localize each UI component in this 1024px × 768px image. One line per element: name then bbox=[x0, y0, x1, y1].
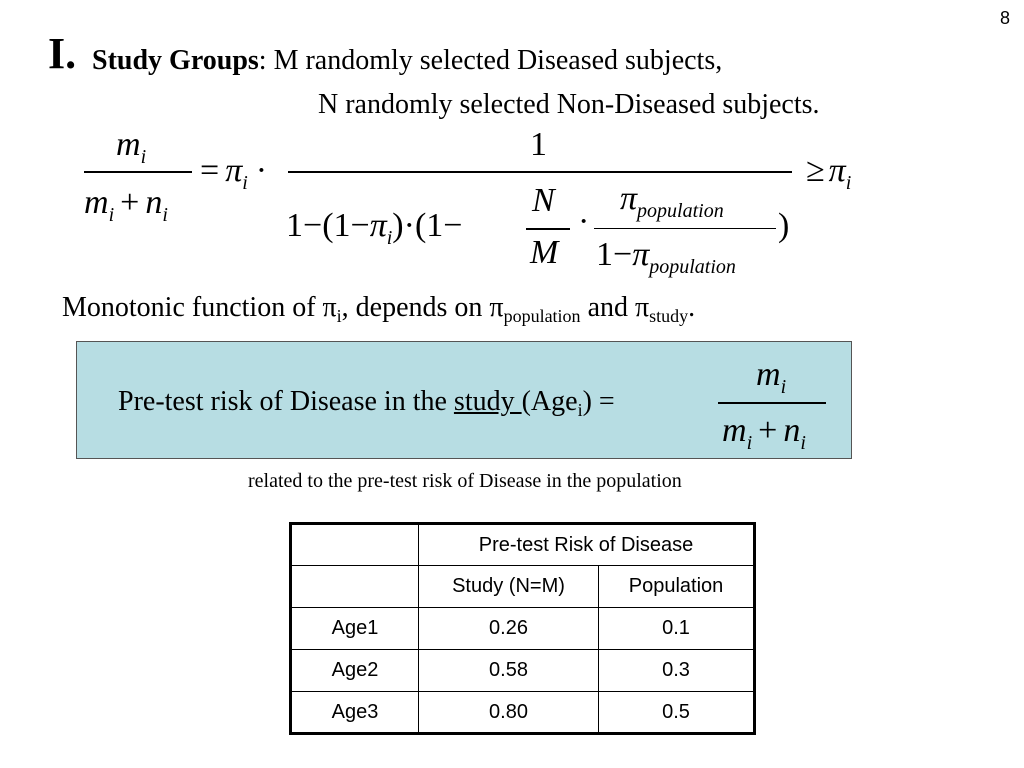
col-population-header: Population bbox=[599, 566, 755, 608]
heading-line-1 bbox=[92, 45, 722, 77]
box-numerator: $m_i$ bbox=[756, 356, 787, 398]
study-value: 0.26 bbox=[419, 608, 599, 650]
geq-pi-i: ≥ $\pi_i$ bbox=[806, 152, 852, 194]
population-fraction-bar bbox=[594, 228, 776, 229]
mid-cdot: · bbox=[578, 203, 590, 240]
study-value: 0.80 bbox=[419, 692, 599, 734]
n-over-m-bar bbox=[526, 228, 570, 230]
big-fraction-bar bbox=[288, 171, 792, 173]
heading-line-2: N randomly selected Non-Diseased subjects. bbox=[318, 89, 820, 120]
study-groups-label: Study Groups bbox=[92, 45, 259, 76]
table-header-row-1 bbox=[291, 524, 755, 566]
table-header-row-2 bbox=[291, 566, 755, 608]
box-denominator: $m_i + n_i$ bbox=[722, 412, 806, 454]
risk-table bbox=[289, 522, 756, 735]
table-row bbox=[291, 650, 755, 692]
table-row bbox=[291, 692, 755, 734]
population-value: 0.3 bbox=[599, 650, 755, 692]
section-numeral: I. bbox=[48, 29, 77, 78]
population-value: 0.5 bbox=[599, 692, 755, 734]
lhs-denominator: $m_i + n_i$ bbox=[84, 184, 168, 226]
study-risk-definition: Pre-test risk of Disease in the study (Age$_i$) = bbox=[118, 386, 615, 420]
pi-population-denominator: $1-\pi_{population}$ bbox=[596, 236, 736, 278]
m-denominator: M bbox=[530, 234, 559, 271]
big-numerator: 1 bbox=[530, 126, 547, 163]
table-corner-cell bbox=[291, 524, 419, 566]
table-row bbox=[291, 608, 755, 650]
row-label: Age2 bbox=[291, 650, 419, 692]
equals-pi-i: = $\pi_i$ · bbox=[200, 152, 268, 194]
related-note: related to the pre-test risk of Disease in the population bbox=[248, 470, 682, 492]
row-label: Age3 bbox=[291, 692, 419, 734]
heading-line-1-text: : M randomly selected Diseased subjects, bbox=[258, 45, 723, 76]
table-empty-cell bbox=[291, 566, 419, 608]
closing-paren: ) bbox=[778, 207, 790, 244]
big-denominator-left: $1-(1-\pi_i)\cdot(1-$ bbox=[286, 207, 463, 249]
slide-number: 8 bbox=[999, 8, 1010, 28]
col-study-header: Study (N=M) bbox=[419, 566, 599, 608]
lhs-numerator: $m_i$ bbox=[116, 126, 147, 168]
box-fraction-bar bbox=[718, 402, 826, 404]
n-numerator: N bbox=[532, 182, 555, 219]
population-value: 0.1 bbox=[599, 608, 755, 650]
monotonic-statement: Monotonic function of $\pi_i$, depends on $\pi_{population}$ and $\pi_{study}$. bbox=[62, 292, 696, 326]
study-value: 0.58 bbox=[419, 650, 599, 692]
row-label: Age1 bbox=[291, 608, 419, 650]
pi-population-numerator: $\pi_{population}$ bbox=[620, 180, 724, 222]
lhs-fraction-bar bbox=[84, 171, 192, 173]
group-header-cell: Pre-test Risk of Disease bbox=[419, 524, 755, 566]
